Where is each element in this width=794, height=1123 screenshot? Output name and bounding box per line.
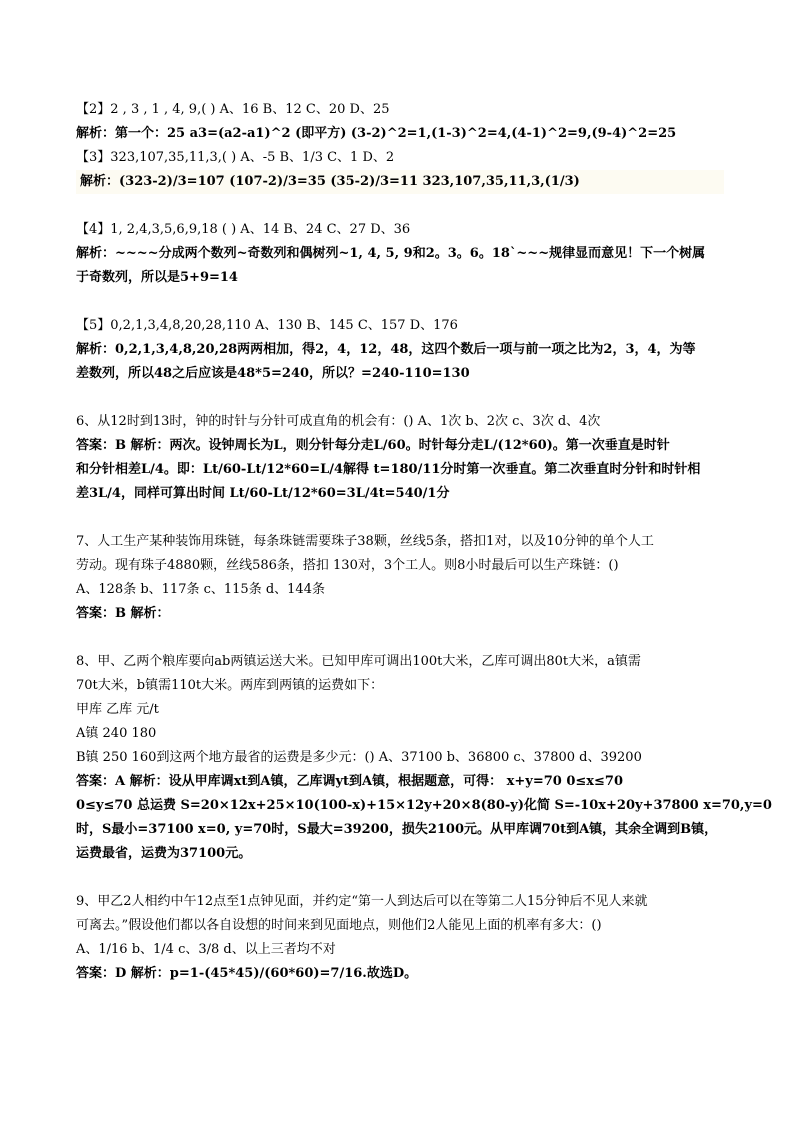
q2-question: 【2】2 , 3 , 1 , 4, 9,( ) A、16 B、12 C、20 D、25 [76, 102, 390, 117]
q6-answer-line-3: 差3L/4，同样可算出时间 Lt/60-Lt/12*60=3L/4t=540/1分 [76, 486, 450, 501]
q8-answer-line-1: 答案：A 解析：设从甲库调xt到A镇，乙库调yt到A镇，根据题意，可得： x+y=70 0≤x≤70 [76, 774, 624, 789]
q9-options: A、1/16 b、1/4 c、3/8 d、以上三者均不对 [76, 942, 336, 957]
q6-question: 6、从12时到13时，钟的时针与分针可成直角的机会有：() A、1次 b、2次 c、3次 d、4次 [76, 414, 601, 429]
q3-question: 【3】323,107,35,11,3,( ) A、-5 B、1/3 C、1 D、2 [76, 150, 395, 165]
q8-answer-line-2: 0≤y≤70 总运费 S=20×12x+25×10(100-x)+15×12y+20×8(80-y)化简 S=-10x+20y+37800 x=70,y=0 [76, 798, 772, 813]
q5-analysis-line-1: 解析：0,2,1,3,4,8,20,28两两相加，得2，4，12，48，这四个数后一项与前一项之比为2，3，4，为等 [76, 342, 696, 357]
q7-question-line-2: 劳动。现有珠子4880颗，丝线586条，搭扣 130对，3个工人。则8小时最后可以生产珠链：() [76, 558, 619, 573]
q9-question-line-2: 可离去。”假设他们都以各自设想的时间来到见面地点，则他们2人能见上面的机率有多大：() [76, 918, 602, 933]
q6-answer-line-1: 答案：B 解析：两次。设钟周长为L，则分针每分走L/60。时针每分走L/(12*60)。第一次垂直是时针 [76, 438, 670, 453]
q4-question: 【4】1, 2,4,3,5,6,9,18 ( ) A、14 B、24 C、27 D、36 [76, 222, 411, 237]
q8-table-header: 甲库 乙库 元/t [76, 702, 159, 717]
q8-table-row-a: A镇 240 180 [76, 726, 157, 741]
q9-answer: 答案：D 解析：p=1-(45*45)/(60*60)=7/16.故选D。 [76, 966, 418, 981]
q7-question-line-1: 7、人工生产某种装饰用珠链，每条珠链需要珠子38颗，丝线5条，搭扣1对，以及10分钟的单个人工 [76, 534, 654, 549]
q9-question-line-1: 9、甲乙2人相约中午12点至1点钟见面，并约定“第一人到达后可以在等第二人15分钟后不见人来就 [76, 894, 648, 909]
q5-question: 【5】0,2,1,3,4,8,20,28,110 A、130 B、145 C、157 D、176 [76, 318, 458, 333]
q8-question-line-2: 70t大米，b镇需110t大米。两库到两镇的运费如下： [76, 678, 384, 693]
q8-answer-line-3: 时，S最小=37100 x=0, y=70时，S最大=39200，损失2100元。从甲库调70t到A镇，其余全调到B镇， [76, 822, 718, 837]
q4-analysis-line-1: 解析：~~~~分成两个数列~奇数列和偶树列~1, 4, 5, 9和2。3。6。18`~~~规律显而意见！下一个树属 [76, 246, 706, 261]
q7-options: A、128条 b、117条 c、115条 d、144条 [76, 582, 325, 597]
q8-answer-line-4: 运费最省，运费为37100元。 [76, 846, 252, 861]
q6-answer-line-2: 和分针相差L/4。即：Lt/60-Lt/12*60=L/4解得 t=180/11分时第一次垂直。第二次垂直时分针和时针相 [76, 462, 701, 477]
q2-analysis: 解析：第一个：25 a3=(a2-a1)^2 (即平方) (3-2)^2=1,(1-3)^2=4,(4-1)^2=9,(9-4)^2=25 [76, 126, 677, 141]
q8-table-row-b: B镇 250 160到这两个地方最省的运费是多少元：() A、37100 b、36800 c、37800 d、39200 [76, 750, 642, 765]
q5-analysis-line-2: 差数列，所以48之后应该是48*5=240，所以？=240-110=130 [76, 366, 470, 381]
q8-question-line-1: 8、甲、乙两个粮库要向ab两镇运送大米。已知甲库可调出100t大米，乙库可调出80t大米，a镇需 [76, 654, 641, 669]
q4-analysis-line-2: 于奇数列，所以是5+9=14 [76, 270, 238, 285]
document-page [76, 98, 772, 986]
q7-answer: 答案：B 解析： [76, 606, 170, 621]
q3-analysis: 解析：(323-2)/3=107 (107-2)/3=35 (35-2)/3=11 323,107,35,11,3,(1/3) [76, 170, 724, 194]
